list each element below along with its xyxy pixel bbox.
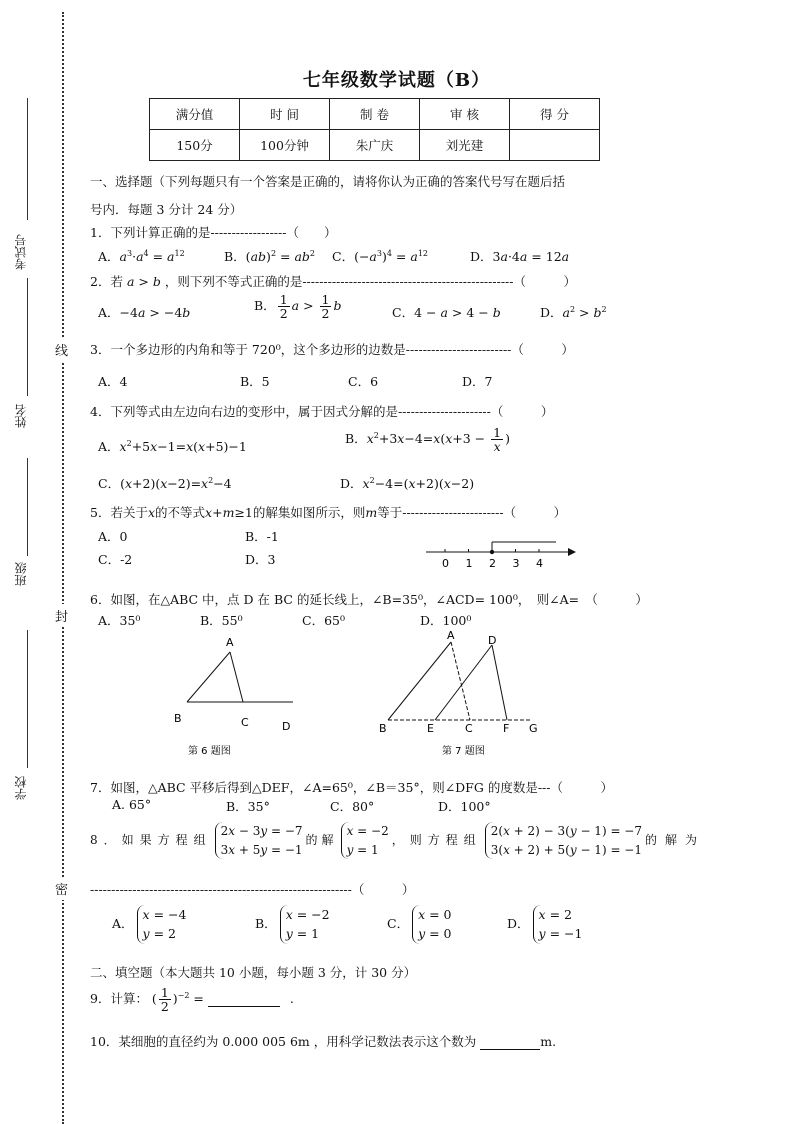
q3-option-d: D．7 — [462, 374, 493, 389]
score-cell[interactable] — [510, 130, 600, 161]
q6-stem: 6．如图，在△ABC 中，点 D 在 BC 的延长线上，∠B=35⁰，∠ACD= 100⁰， 则∠A= （ ） — [90, 592, 648, 607]
q8-stem-mid1: 的解 — [305, 833, 338, 848]
binding-dotted-line — [62, 12, 64, 1124]
q6-option-a: A．35⁰ — [98, 613, 141, 628]
q6-point-a: A — [226, 636, 234, 649]
q5-stem-mid1: 的不等式 — [155, 505, 206, 520]
q7-segment-ed — [435, 645, 492, 720]
q7-stem: 7．如图，△ABC 平移后得到△DEF，∠A=65⁰，∠B＝35°，则∠DFG 的度数是---（ ） — [90, 780, 613, 795]
q10-stem: 10．某细胞的直径约为 0.000 005 6m ，用科学记数法表示这个数为 — [90, 1034, 477, 1049]
q2-stem: 2．若 a > b ，则下列不等式正确的是--------------------------------------------------（ ） — [90, 274, 576, 289]
q6-figure — [170, 630, 320, 765]
q6-segment-ac — [230, 652, 243, 702]
table-cell: 100分钟 — [240, 130, 330, 161]
q7-point-a: A — [447, 629, 455, 642]
q7-option-a: A. 65° — [112, 797, 152, 812]
section1-intro-line2: 号内．每题 3 分计 24 分） — [90, 202, 243, 217]
q9-answer-blank[interactable] — [208, 991, 280, 1007]
q6-figure-caption: 第 6 题图 — [188, 746, 231, 757]
q7-segment-ac — [451, 642, 470, 720]
table-header-cell: 制 卷 — [330, 99, 420, 130]
q8-option-a — [112, 905, 189, 944]
q7-option-c: C．80° — [330, 799, 375, 814]
q8-option-c-label: C． — [387, 915, 410, 931]
seal-feng-char: 封 — [55, 604, 68, 627]
table-header-row — [150, 99, 600, 130]
table-header-cell: 得 分 — [510, 99, 600, 130]
name-write-line — [27, 278, 28, 396]
q7-point-g: G — [529, 722, 538, 735]
q3-option-c: C．6 — [348, 374, 379, 389]
q9-stem: 9．计算： — [90, 991, 148, 1007]
q5-stem: 5．若关于x的不等式x+m≥1的解集如图所示，则m等于------------------------（ ） — [90, 505, 567, 520]
q5-option-d: D．3 — [245, 552, 276, 567]
q6-point-c: C — [241, 716, 249, 729]
name-label: 姓名 — [14, 404, 28, 428]
q9-end: . — [289, 991, 294, 1007]
number-line-tick-label: 1 — [465, 557, 473, 570]
q6-segment-ab — [187, 652, 230, 702]
q2-option-b: B． $\frac{1}{2}$ a > $\frac{1}{2}$ b — [254, 292, 342, 322]
q8-option-c — [387, 905, 455, 944]
exam-no-write-line — [27, 98, 28, 220]
table-cell: 朱广庆 — [330, 130, 420, 161]
q8-solution-1: x = −2 y = 1 — [341, 822, 389, 859]
seal-line-char: 线 — [55, 338, 68, 361]
table-cell: 150分 — [150, 130, 240, 161]
school-label: 学校 — [14, 776, 28, 800]
q5-option-c: C．-2 — [98, 552, 133, 567]
number-line-arrow — [568, 548, 576, 556]
q10-unit: m. — [540, 1034, 557, 1049]
seal-mi-char: 密 — [55, 877, 68, 900]
q4-option-d: D．$x^2-4=(x+2)(x-2)$ — [340, 475, 475, 491]
q8-system-2: 2(x + 2) − 3(y − 1) = −7 3(x + 2) + 5(y − 1) = −1 — [485, 822, 642, 859]
exam-no-label: 考试号 — [14, 234, 28, 270]
q8-option-d-label: D． — [507, 915, 530, 931]
q4-option-c: C．$(x+2)(x-2)=x^2-4$ — [98, 475, 232, 491]
q1-option-b: B．$(ab)^2 = ab^2$ — [224, 248, 316, 264]
table-value-row — [150, 130, 600, 161]
q7-option-d: D．100° — [438, 799, 491, 814]
q8-option-a-system: x = −4 y = 2 — [137, 905, 187, 944]
q10-line — [90, 1032, 556, 1050]
section2-intro: 二、填空题（本大题共 10 小题，每小题 3 分，计 30 分） — [90, 965, 417, 980]
score-info-table — [149, 98, 600, 161]
q7-point-b: B — [379, 722, 387, 735]
q5-stem-mid2: ≥1的解集如图所示，则 — [234, 505, 366, 520]
section1-intro-line1: 一、选择题（下列每题只有一个答案是正确的，请将你认为正确的答案代号写在题后括 — [90, 174, 566, 189]
number-line-tick-label: 3 — [512, 557, 520, 570]
page-title: 七年级数学试题（B） — [302, 70, 491, 91]
table-header-cell: 审 核 — [420, 99, 510, 130]
q8-option-a-label: A． — [112, 915, 134, 931]
q6-option-b: B．55⁰ — [200, 613, 243, 628]
q8-option-b-label: B． — [255, 915, 277, 931]
table-header-cell: 满分值 — [150, 99, 240, 130]
number-line-tick-label: 4 — [536, 557, 543, 570]
q4-option-b: B．$x^2+3x-4=x(x+3$ − $\frac{1}{x}$ ) — [345, 425, 510, 455]
q8-system-1: 2x − 3y = −7 3x + 5y = −1 — [215, 822, 303, 859]
q3-option-b: B．5 — [240, 374, 270, 389]
q6-point-d: D — [282, 720, 291, 733]
school-write-line — [27, 630, 28, 768]
number-line-tick-label: 2 — [489, 557, 496, 570]
q5-stem-post: 等于------------------------（ ） — [377, 505, 567, 520]
q1-stem: 1．下列计算正确的是------------------（ ） — [90, 225, 337, 240]
number-line-tick-label: 0 — [442, 557, 449, 570]
q8-option-c-system: x = 0 y = 0 — [412, 905, 451, 944]
q1-option-a: A．$a^3\cdot a^4 = a^{12}$ — [98, 248, 185, 264]
q8-option-b-system: x = −2 y = 1 — [280, 905, 330, 944]
q2-stem-pre: 2．若 — [90, 274, 123, 289]
q8-stem-mid2: ，则方程组 — [391, 833, 482, 848]
q6-option-c: C．65⁰ — [302, 613, 345, 628]
q8-option-d — [507, 905, 585, 944]
q5-number-line — [420, 536, 580, 570]
q8-option-b — [255, 905, 333, 944]
q7-option-b: B．35° — [226, 799, 270, 814]
q6-point-b: B — [174, 712, 182, 725]
q8-stem — [90, 822, 705, 859]
q7-point-c: C — [465, 722, 473, 735]
q8-stem-post: 的解为 — [645, 833, 706, 848]
q2-option-c: C．4 − a > 4 − b — [392, 305, 501, 320]
q8-answer-line: --------------------------------------------------------------（ ） — [90, 882, 415, 897]
q5-option-a: A．0 — [98, 529, 128, 544]
q5-option-b: B．-1 — [245, 529, 279, 544]
q6-option-d: D．100⁰ — [420, 613, 472, 628]
class-label: 班级 — [14, 562, 28, 586]
q7-segment-df — [492, 645, 507, 720]
q7-point-e: E — [427, 722, 434, 735]
q9-line: 9．计算： ( $\frac{1}{2}$ )$^{-2}$ = . — [90, 985, 294, 1015]
q7-figure — [375, 628, 550, 765]
table-header-cell: 时 间 — [240, 99, 330, 130]
q8-stem-pre: 8．如果方程组 — [90, 833, 212, 848]
q1-option-c: C．$(-a^3)^4 = a^{12}$ — [332, 248, 429, 264]
q7-point-d: D — [488, 634, 497, 647]
q1-option-d: D．3a·4a = 12a — [470, 249, 570, 264]
q3-option-a: A．4 — [98, 374, 128, 389]
q2-option-a: A．−4a > −4b — [98, 305, 191, 320]
q2-option-d: D．$a^2 > b^2$ — [540, 304, 607, 320]
q10-answer-blank[interactable] — [480, 1034, 540, 1050]
q5-stem-pre: 5．若关于 — [90, 505, 148, 520]
class-write-line — [27, 458, 28, 556]
q8-option-d-system: x = 2 y = −1 — [533, 905, 583, 944]
q7-point-f: F — [503, 722, 510, 735]
q3-stem: 3．一个多边形的内角和等于 720⁰，这个多边形的边数是-------------------------（ ） — [90, 342, 574, 357]
table-cell: 刘光建 — [420, 130, 510, 161]
q2-stem-post: ，则下列不等式正确的是--------------------------------------------------（ ） — [164, 274, 576, 289]
q4-option-a: A．$x^2+5x-1=x(x+5)-1$ — [98, 438, 247, 454]
q7-segment-ba — [388, 642, 451, 720]
q4-stem: 4．下列等式由左边向右边的变形中，属于因式分解的是----------------------（ ） — [90, 404, 554, 419]
q7-figure-caption: 第 7 题图 — [442, 746, 485, 757]
